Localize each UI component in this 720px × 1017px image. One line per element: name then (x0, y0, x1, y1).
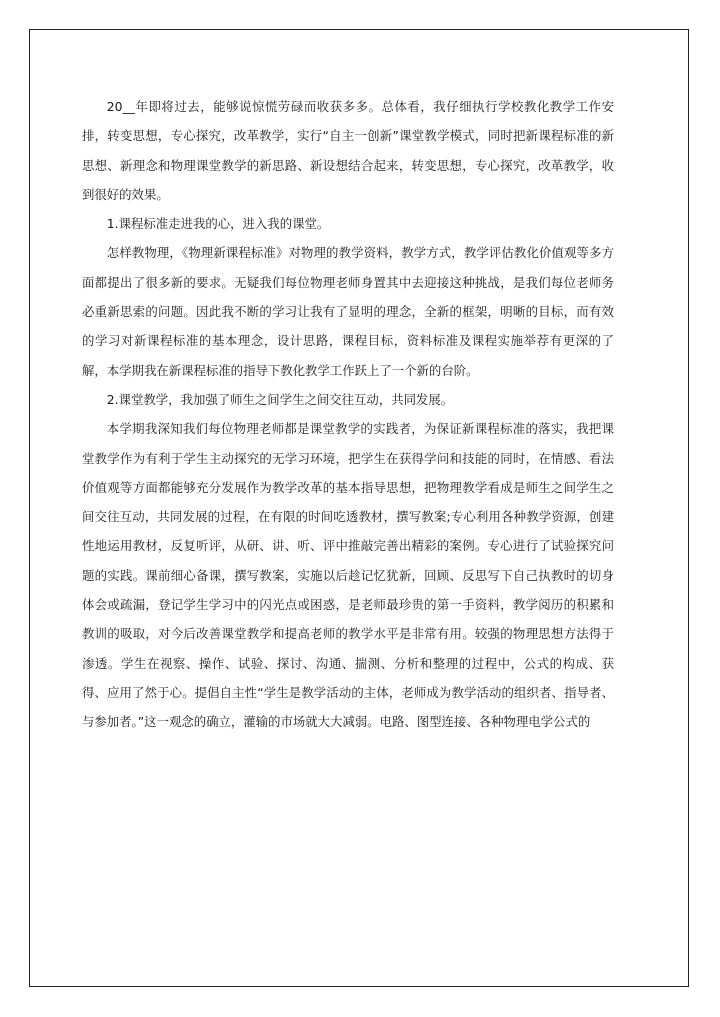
paragraph-section-1: 怎样教物理，《物理新课程标准》对物理的教学资料，教学方式，教学评估教化价值观等多方面都提出了很多新的要求。无疑我们每位物理老师身置其中去迎接这种挑战，是我们每位老师务必重新思索的问题。因此我不断的学习让我有了显明的理念，全新的框架，明晰的目标，而有效的学习对新课程标准的基本理念，设计思路，课程目标，资料标准及课程实施举荐有更深的了解，本学期我在新课程标准的指导下教化教学工作跃上了一个新的台阶。 (82, 245, 614, 378)
heading-section-2: 2.课堂教学，我加强了师生之间学生之间交往互动，共同发展。 (106, 391, 454, 407)
heading-section-1: 1.课程标准走进我的心，进入我的课堂。 (106, 216, 330, 232)
document-body (82, 92, 614, 737)
paragraph-intro: 20__年即将过去，能够说惊慌劳碌而收获多多。总体看，我仔细执行学校教化教学工作安排，转变思想，专心探究，改革教学，实行“自主一创新”课堂教学模式，同时把新课程标准的新思想、新理念和物理课堂教学的新思路、新设想结合起来，转变思想，专心探究，改革教学，收到很好的效果。 (82, 99, 614, 202)
paragraph-section-2: 本学期我深知我们每位物理老师都是课堂教学的实践者，为保证新课程标准的落实，我把课堂教学作为有利于学生主动探究的无学习环境，把学生在获得学问和技能的同时，在情感、看法价值观等方面都能够充分发展作为教学改革的基本指导思想，把物理教学看成是师生之间学生之间交往互动，共同发展的过程，在有限的时间吃透教材，撰写教案;专心利用各种教学资源，创建性地运用教材，反复听评，从研、讲、听、评中推敲完善出精彩的案例。专心进行了试验探究问题的实践。课前细心备课，撰写教案，实施以后趁记忆犹新，回顾、反思写下自己执教时的切身体会或疏漏，登记学生学习中的闪光点或困惑，是老师最珍贵的第一手资料，教学阅历的积累和教训的吸取，对今后改善课堂教学和提高老师的教学水平是非常有用。较强的物理思想方法得于渗透。学生在视察、操作、试验、探讨、沟通、揣测、分析和整理的过程中，公式的构成、获得、应用了然于心。提倡自主性“学生是教学活动的主体，老师成为教学活动的组织者、指导者、与参加者。”这一观念的确立，灌输的市场就大大减弱。电路、图型连接、各种物理电学公式的 (82, 421, 614, 730)
